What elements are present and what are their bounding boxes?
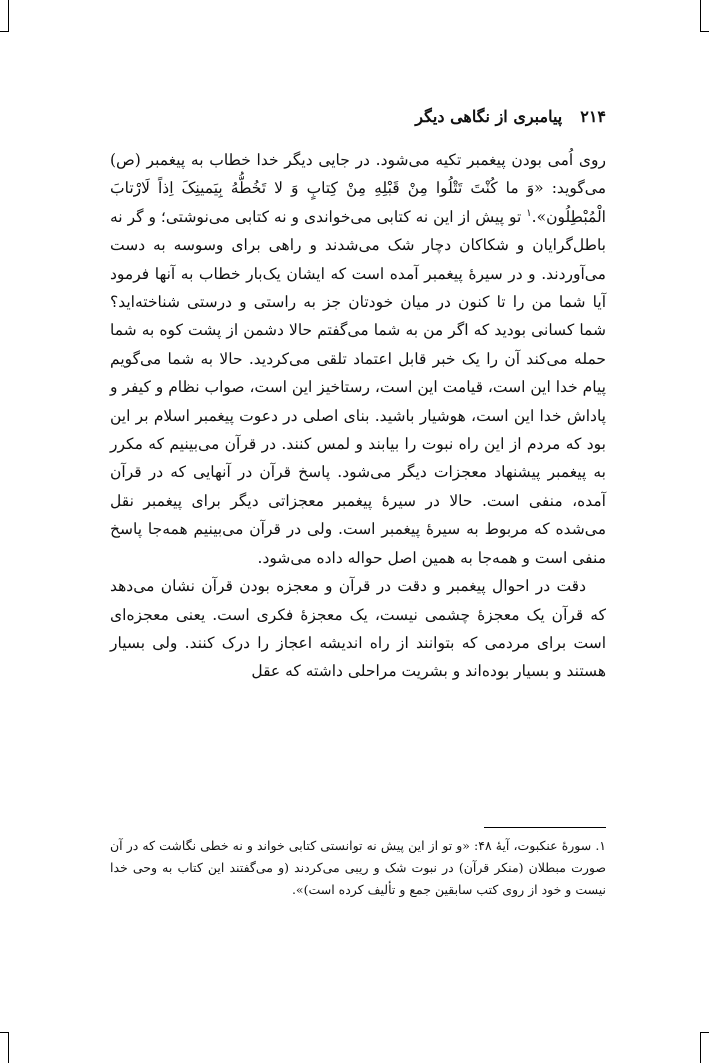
crop-mark-bottom-left-vertical [8, 1032, 9, 1063]
crop-mark-top-left-horizontal [0, 31, 9, 32]
paragraph-1-opening: روی اُمی بودن پیغمبر تکیه می‌شود. در جایی دیگر خدا خطاب به پیغمبر (ص) می‌گوید: «وَ ما کُنْتَ تَتْلُوا مِنْ قَبْلِهِ مِنْ کِتابٍ وَ لا تَخُطُّهُ بِیَمینِکَ اِذاً لَارْتابَ الْمُبْطِلُون». [110, 151, 606, 226]
paragraph-2: دقت در احوال پیغمبر و دقت در قرآن و معجزه بودن قرآن نشان می‌دهد که قرآن یک معجزهٔ چشمی نیست، یک معجزهٔ فکری است. یعنی معجزه‌ای است برای مردمی که بتوانند از راه اندیشه اعجاز را درک کنند. ولی بسیار هستند و بسیار بوده‌اند و بشریت مراحلی داشته که عقل [110, 577, 606, 681]
book-title: پیامبری از نگاهی دیگر [415, 107, 563, 126]
crop-mark-top-left-vertical [8, 0, 9, 31]
crop-mark-bottom-left-horizontal [0, 1032, 9, 1033]
paragraph-1 [110, 146, 606, 572]
running-header [110, 107, 606, 133]
footnote [110, 835, 606, 901]
footnote-reference[interactable]: ۱ [526, 207, 532, 219]
paragraph-1-continuation: تو پیش از این نه کتابی می‌خواندی و نه کتابی می‌نوشتی؛ و گر نه باطل‌گرایان و شکاکان دچار شک می‌شدند و راهی برای وسوسه به دست می‌آوردند. و در سیرهٔ پیغمبر آمده است که ایشان یک‌بار خطاب به آنها فرمود آیا شما من را تا کنون در میان خودتان جز به راستی و درستی شناخته‌اید؟ شما کسانی بودید که اگر من به شما می‌گفتم حالا دشمن از پشت کوه به شما حمله می‌کند آن را یک خبر قابل اعتماد تلقی می‌کردید. حالا به شما می‌گویم پیام خدا این است، قیامت این است، رستاخیز این است، صواب نظام و کیفر و پاداش خدا این است، هوشیار باشید. بنای اصلی در دعوت پیغمبر اسلام بر این بود که مردم از این راه نبوت را بیابند و لمس کنند. در قرآن می‌بینیم که مکرر به پیغمبر پیشنهاد معجزات دیگر می‌شود. پاسخ قرآن در آنهایی که در قرآن آمده، منفی است. حالا در سیرهٔ پیغمبر معجزاتی دیگر برای پیغمبر نقل می‌شده که مربوط به سیرهٔ پیغمبر است. ولی در قرآن می‌بینیم همه‌جا پاسخ منفی است و همه‌جا به همین اصل حواله داده می‌شود. [110, 207, 606, 567]
crop-mark-top-right-horizontal [700, 31, 709, 32]
crop-mark-top-right-vertical [700, 0, 701, 31]
footnote-divider [484, 827, 606, 828]
page-number: ۲۱۴ [580, 107, 606, 126]
footnote-text: ۱. سورهٔ عنکبوت، آیهٔ ۴۸: «و تو از این پیش نه توانستی کتابی خواند و نه خطی نگاشت که در آن صورت مبطلان (منکر قرآن) در نبوت شک و ریبی می‌کردند (و می‌گفتند این کتاب به وحی خدا نیست و خود از روی کتب سابقین جمع و تألیف کرده است)». [110, 838, 607, 897]
main-text [110, 146, 606, 686]
crop-mark-bottom-right-vertical [700, 1032, 701, 1063]
crop-mark-bottom-right-horizontal [700, 1032, 709, 1033]
